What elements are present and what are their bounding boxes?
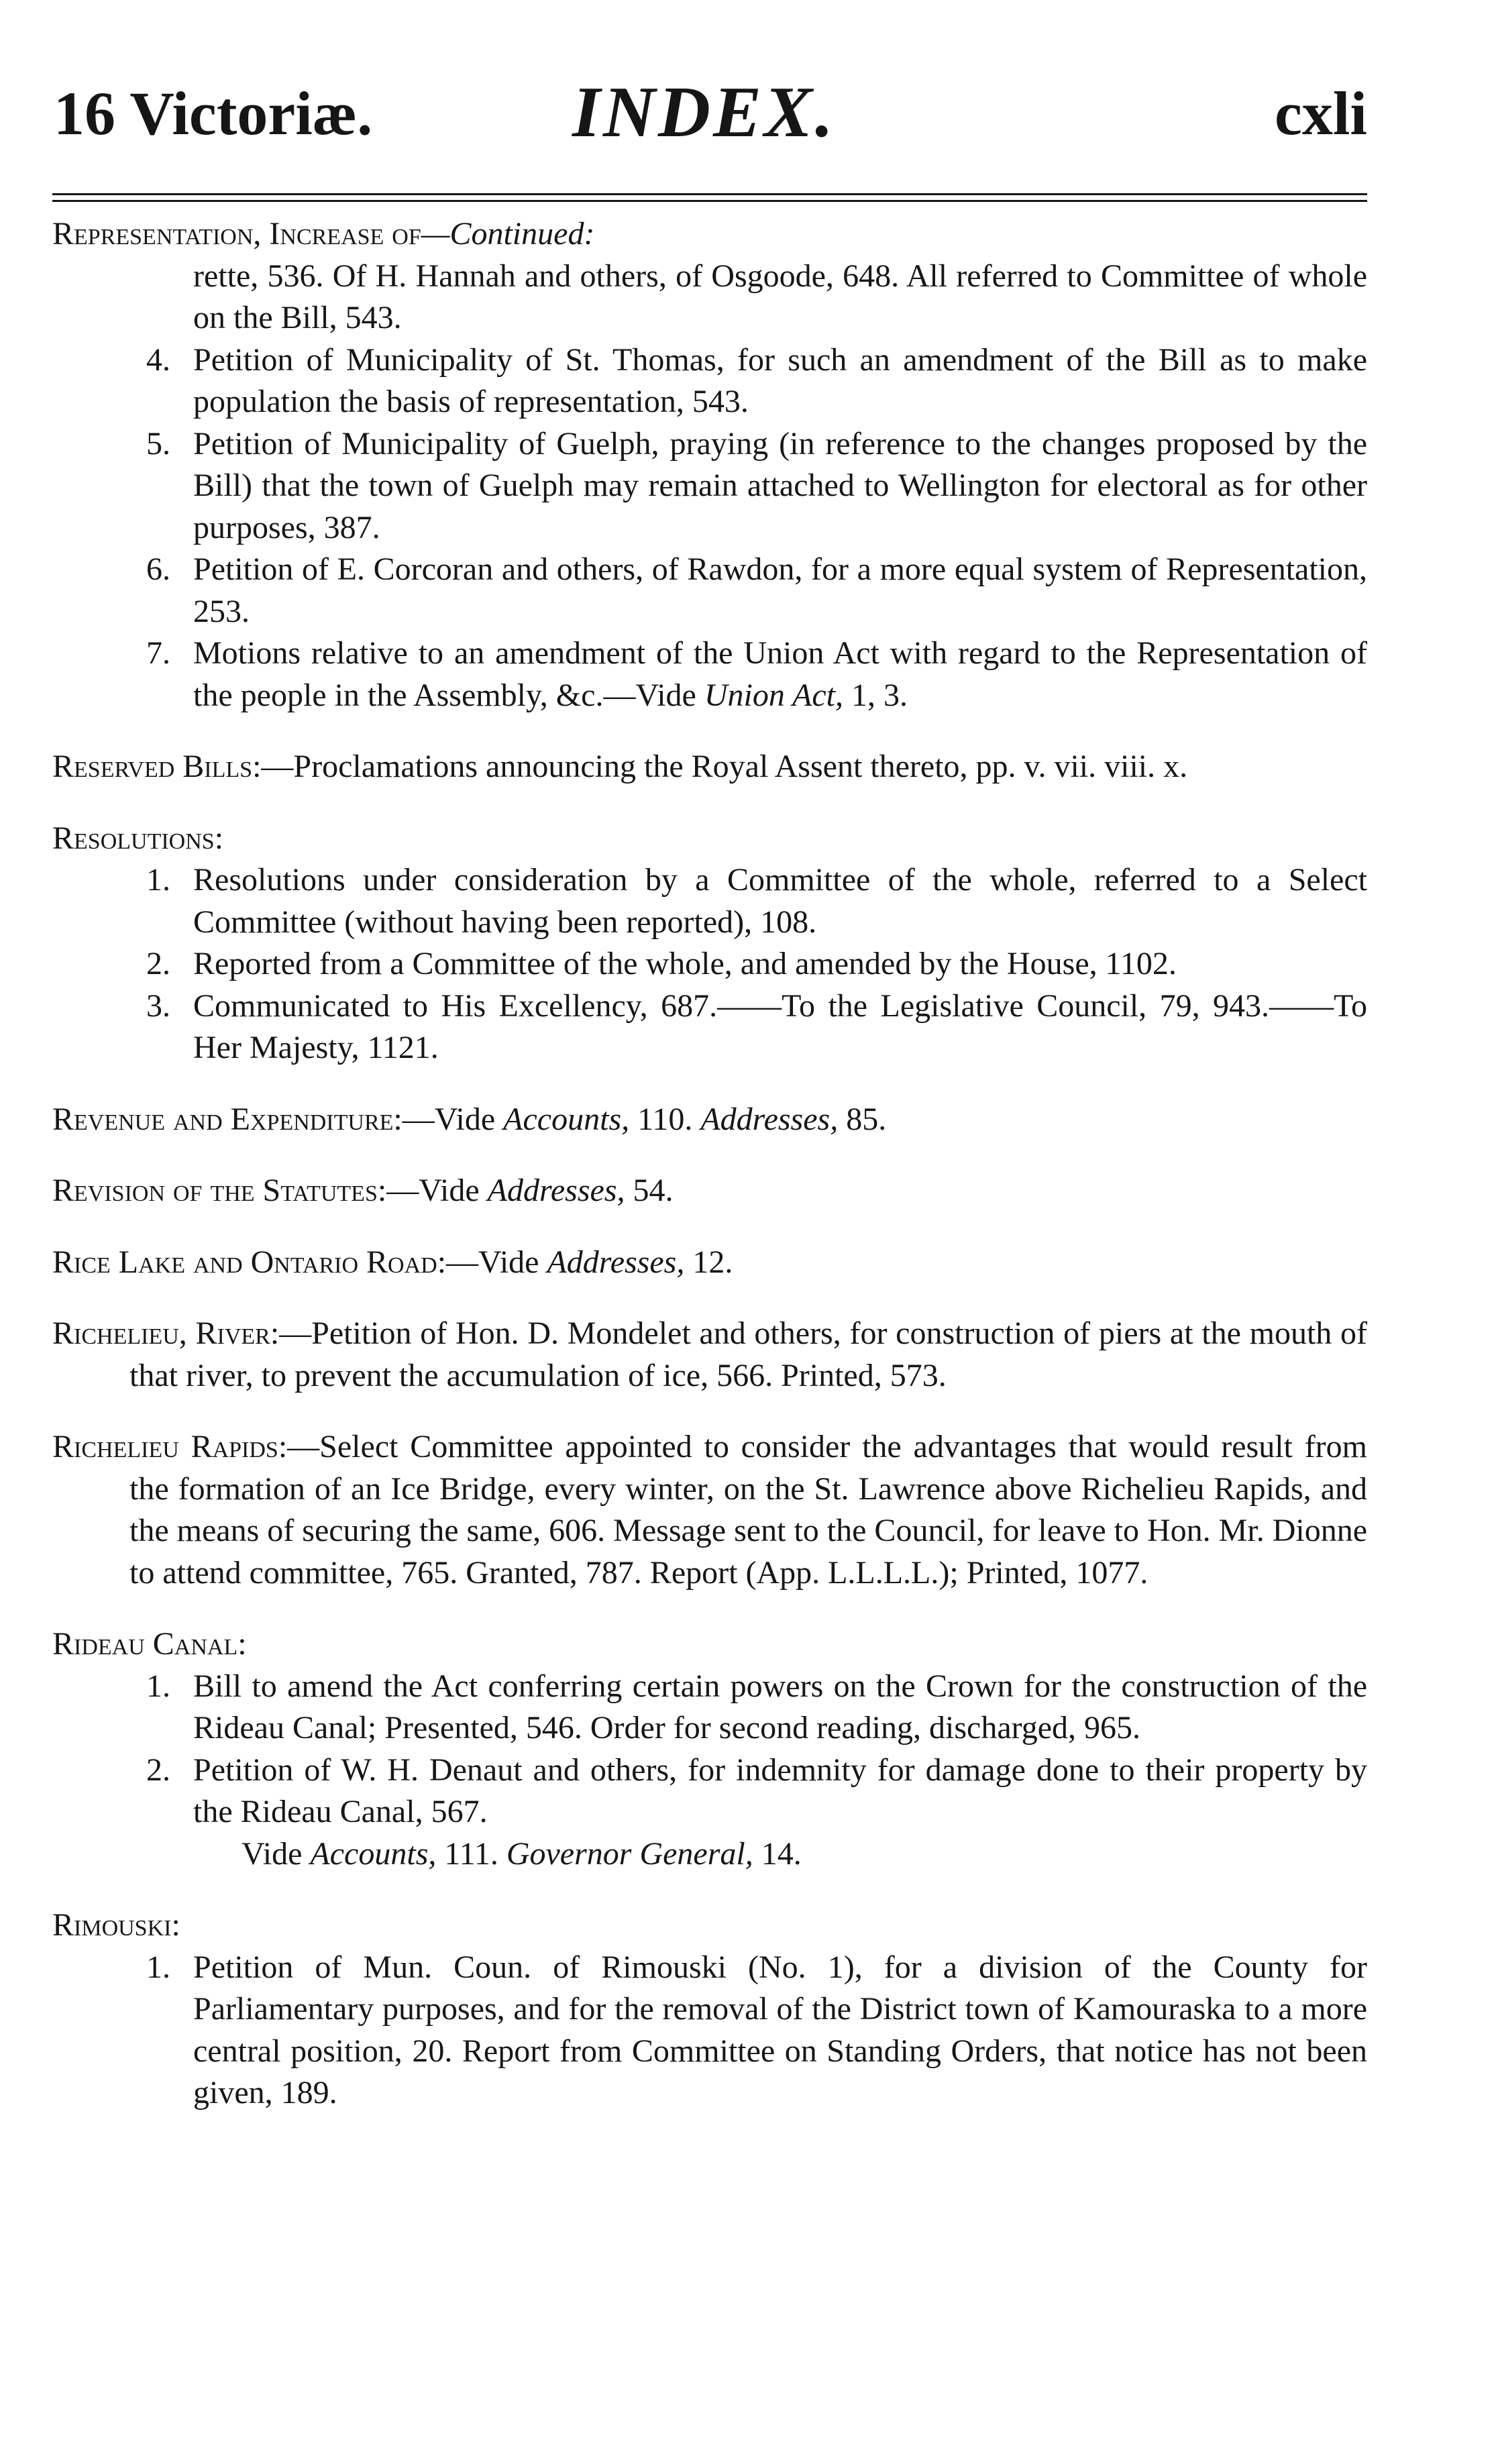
entry-heading: Rideau Canal:: [52, 1626, 247, 1662]
list-item: 3. Communicated to His Excellency, 687.——To the Legislative Council, 79, 943.——To Her Majesty, 1121.: [146, 987, 1367, 1065]
page-header: [52, 71, 1367, 158]
header-rule-bottom: [52, 200, 1367, 202]
entry-heading: Resolutions:: [52, 820, 224, 856]
entry-richelieu-river: Richelieu, River:—Petition of Hon. D. Mondelet and others, for construction of piers at the mouth of that river, to prevent the accumulation of ice, 566. Printed, 573.: [52, 1316, 1368, 1393]
list-item: 2. Reported from a Committee of the whole, and amended by the House, 1102.: [146, 946, 1177, 981]
entry-heading: Revenue and Expenditure: [52, 1101, 394, 1137]
list-item: 2. Petition of W. H. Denaut and others, for indemnity for damage done to their property by the Rideau Canal, 567.: [146, 1752, 1367, 1829]
entry-revision-statutes: Revision of the Statutes:—Vide Addresses, 54.: [52, 1173, 674, 1208]
entry-representation: [52, 213, 1367, 716]
page-title: INDEX.: [572, 72, 837, 152]
list-item: 1. Resolutions under consideration by a Committee of the whole, referred to a Select Committee (without having been reported), 108.: [146, 862, 1367, 940]
list-item: 6. Petition of E. Corcoran and others, of Rawdon, for a more equal system of Representation, 253.: [146, 551, 1367, 629]
list-item: 7. Motions relative to an amendment of the Union Act with regard to the Representation of the people in the Assembly, &c.—Vide Union Act, 1, 3.: [146, 635, 1367, 713]
entry-heading: Revision of the Statutes: [52, 1173, 378, 1208]
entry-continuation: rette, 536. Of H. Hannah and others, of Osgoode, 648. All referred to Committee of whole on the Bill, 543.: [193, 258, 1367, 335]
running-head-left: 16 Victoriæ.: [54, 79, 373, 148]
entry-reserved-bills: Reserved Bills:—Proclamations announcing the Royal Assent thereto, pp. v. vii. viii. x.: [52, 749, 1188, 784]
index-body: [52, 213, 1367, 2144]
entry-heading: Richelieu Rapids: [52, 1429, 278, 1464]
entry-resolutions: [52, 818, 1367, 1069]
list-item: 5. Petition of Municipality of Guelph, praying (in reference to the changes proposed by the Bill) that the town of Guelph may remain attached to Wellington for electoral as for other purposes, 387.: [146, 425, 1367, 545]
list-item: 1. Bill to amend the Act conferring certain powers on the Crown for the construction of the Rideau Canal; Presented, 546. Order for second reading, discharged, 965.: [146, 1668, 1367, 1746]
entry-revenue-expenditure: Revenue and Expenditure:—Vide Accounts, 110. Addresses, 85.: [52, 1101, 887, 1137]
entry-heading: Representation, Increase of—Continued:: [52, 216, 595, 252]
entry-rimouski: [52, 1905, 1367, 2114]
entry-heading: Rice Lake and Ontario Road: [52, 1244, 437, 1280]
entry-heading: Rimouski:: [52, 1907, 180, 1943]
entry-rice-lake-road: Rice Lake and Ontario Road:—Vide Addresses, 12.: [52, 1244, 733, 1280]
entry-heading: Richelieu, River: [52, 1316, 270, 1351]
page-number: cxli: [1275, 79, 1367, 148]
cross-reference: Vide Accounts, 111. Governor General, 14.: [242, 1835, 802, 1872]
header-rule-top: [52, 193, 1367, 195]
list-item: 4. Petition of Municipality of St. Thomas, for such an amendment of the Bill as to make population the basis of representation, 543.: [146, 341, 1367, 419]
entry-richelieu-rapids: Richelieu Rapids:—Select Committee appointed to consider the advantages that would result from the formation of an Ice Bridge, every winter, on the St. Lawrence above Richelieu Rapids, and the means of securing the same, 606. Message sent to the Council, for leave to Hon. Mr. Dionne to attend committee, 765. Granted, 787. Report (App. L.L.L.L.); Printed, 1077.: [52, 1429, 1367, 1591]
entry-rideau-canal: [52, 1623, 1367, 1875]
entry-heading: Reserved Bills: [52, 749, 253, 784]
list-item: 1. Petition of Mun. Coun. of Rimouski (No. 1), for a division of the County for Parliamentary purposes, and for the removal of the District town of Kamouraska to a more central position, 20. Report from Committee on Standing Orders, that notice has not been given, 189.: [146, 1949, 1367, 2110]
